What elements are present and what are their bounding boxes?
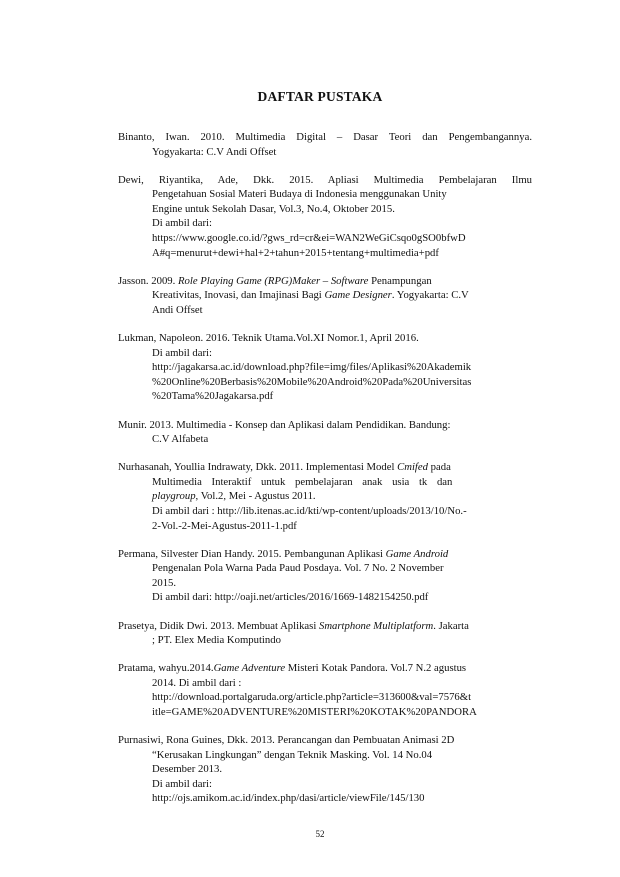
ref-line: Andi Offset (152, 303, 203, 316)
reference-permana (118, 547, 532, 605)
reference-purnasiwi (118, 733, 532, 806)
ref-line: Nurhasanah, Youllia Indrawaty, Dkk. 2011. Implementasi Model Cmifed pada (118, 461, 451, 474)
ref-line: Yogyakarta: C.V Andi Offset (152, 145, 277, 158)
ref-line: Pratama, wahyu.2014.Game Adventure Misteri Kotak Pandora. Vol.7 N.2 agustus (118, 662, 467, 675)
ref-url[interactable]: A#q=menurut+dewi+hal+2+tahun+2015+tentang+multimedia+pdf (152, 246, 439, 259)
page-number: 52 (315, 829, 325, 839)
ref-line: Di ambil dari: (152, 777, 212, 790)
ref-url[interactable]: Di ambil dari : http://lib.itenas.ac.id/kti/wp-content/uploads/2013/10/No.- (152, 504, 467, 517)
ref-line: Permana, Silvester Dian Handy. 2015. Pembangunan Aplikasi Game Android (118, 547, 449, 560)
ref-url[interactable]: http://download.portalgaruda.org/article.php?article=313600&val=7576&t (152, 691, 472, 704)
ref-line: Lukman, Napoleon. 2016. Teknik Utama.Vol.XI Nomor.1, April 2016. (118, 332, 419, 345)
reference-binanto (118, 130, 532, 159)
reference-nurhasanah (118, 460, 532, 533)
ref-line: Desember 2013. (152, 763, 223, 776)
reference-munir (118, 418, 532, 447)
ref-line: Pengenalan Pola Warna Pada Paud Posdaya. Vol. 7 No. 2 November (152, 562, 444, 575)
ref-url[interactable]: http://ojs.amikom.ac.id/index.php/dasi/article/viewFile/145/130 (152, 792, 425, 805)
ref-url[interactable]: 2-Vol.-2-Mei-Agustus-2011-1.pdf (152, 519, 297, 532)
ref-url[interactable]: %20Online%20Berbasis%20Mobile%20Android%20Pada%20Universitas (152, 375, 472, 388)
ref-line: 2014. Di ambil dari : (152, 676, 242, 689)
ref-line: Binanto, Iwan. 2010. Multimedia Digital – Dasar Teori dan Pengembangannya. (118, 131, 532, 143)
ref-line: Pengetahuan Sosial Materi Budaya di Indonesia menggunakan Unity (152, 188, 447, 201)
reference-lukman (118, 331, 532, 404)
ref-line: ; PT. Elex Media Komputindo (152, 634, 281, 647)
ref-url[interactable]: http://jagakarsa.ac.id/download.php?file=img/files/Aplikasi%20Akademik (152, 361, 472, 374)
ref-line: “Kerusakan Lingkungan” dengan Teknik Masking. Vol. 14 No.04 (152, 748, 433, 761)
ref-line: Engine untuk Sekolah Dasar, Vol.3, No.4, Oktober 2015. (152, 202, 395, 215)
ref-line: playgroup, Vol.2, Mei - Agustus 2011. (152, 490, 316, 503)
ref-line: Jasson. 2009. Role Playing Game (RPG)Maker – Software Penampungan (118, 274, 432, 287)
ref-url[interactable]: itle=GAME%20ADVENTURE%20MISTERI%20KOTAK%20PANDORA (152, 706, 477, 718)
ref-line: C.V Alfabeta (152, 433, 209, 446)
page-title: DAFTAR PUSTAKA (257, 89, 383, 104)
ref-line: 2015. (152, 576, 177, 589)
ref-line: Di ambil dari: (152, 346, 212, 359)
ref-url[interactable]: %20Tama%20Jagakarsa.pdf (152, 390, 274, 403)
reference-dewi (118, 173, 532, 261)
ref-line: Purnasiwi, Rona Guines, Dkk. 2013. Perancangan dan Pembuatan Animasi 2D (118, 734, 455, 747)
ref-url[interactable]: https://www.google.co.id/?gws_rd=cr&ei=WAN2WeGiCsqo0gSO0bfwD (152, 232, 466, 245)
ref-line: Munir. 2013. Multimedia - Konsep dan Aplikasi dalam Pendidikan. Bandung: (118, 418, 451, 431)
ref-line: Di ambil dari: (152, 217, 212, 230)
ref-line: Prasetya, Didik Dwi. 2013. Membuat Aplikasi Smartphone Multiplatform. Jakarta (118, 619, 469, 632)
reference-prasetya (118, 619, 532, 648)
ref-line: Multimedia Interaktif untuk pembelajaran anak usia tk dan (152, 475, 453, 488)
ref-line: Kreativitas, Inovasi, dan Imajinasi Bagi Game Designer. Yogyakarta: C.V (152, 289, 469, 302)
reference-jasson (118, 274, 532, 318)
ref-line: Dewi, Riyantika, Ade, Dkk. 2015. Apliasi Multimedia Pembelajaran Ilmu (118, 173, 532, 186)
ref-url[interactable]: Di ambil dari: http://oaji.net/articles/2016/1669-1482154250.pdf (152, 591, 429, 604)
reference-pratama (118, 661, 532, 719)
reference-list (118, 130, 532, 820)
